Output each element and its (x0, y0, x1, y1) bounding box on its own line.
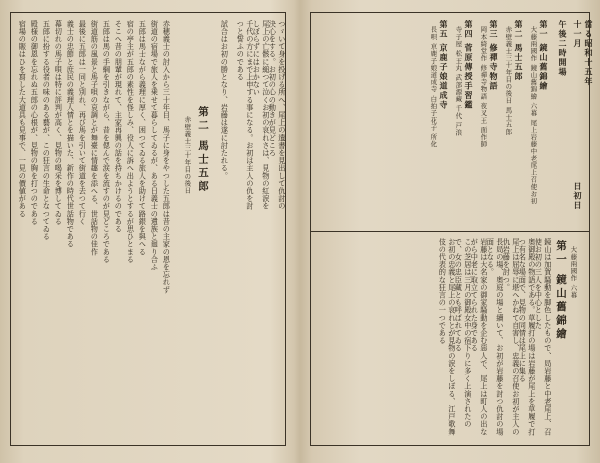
synopsis-col: つゞいて身を投げる所へ、尾上の遺書を見出して仇討の決心をする。お初の心の動きが見どころ (268, 20, 287, 210)
right-page (306, 6, 594, 456)
program-note-3: 岡本綺堂作 修禪寺物語 夜叉王 面作師 (479, 26, 488, 148)
synopsis-col: 鏡山は加賀騷動を脚色したもので、局岩藤と中老尾上、召使お初の三人を中心とした (534, 238, 553, 436)
synopsis2-col: 義士の忠節と庶民の義理人情とを描いた、新作の時代世話物である (66, 20, 76, 248)
program-item-1 (538, 20, 549, 220)
synopsis-col: 尾上は屈辱に堪へかねて自害し、忠義の召使お初が主人の仇岩藤を討つ。 (502, 238, 521, 436)
program-num: 第二 (514, 20, 524, 39)
program-title: 馬士五郎 (514, 43, 524, 82)
synopsis2-col: そこへ昔の朋輩が現れて、主家再興の話を持ちかけるのである (114, 20, 124, 233)
synopsis-col: 岩藤は大名家の御家騷動を企む惡人で、尾上は町人の出ながら中老に取立てられた身である (470, 238, 489, 436)
program-num: 第三 (489, 20, 499, 39)
program-note-4: 寺子屋 松王丸 武部源藏 千代 戸浪 (454, 26, 463, 137)
synopsis-col: お初の忠義と尾上の哀れとが見物の涙をしぼる、江戸歌舞伎の代表的な狂言の一つである (438, 238, 457, 436)
synopsis-subheading: 大藤兩國作 六幕 (569, 246, 578, 299)
synopsis2-heading: 第二 馬士五郎 (197, 106, 209, 194)
program-item-3 (488, 20, 499, 220)
program-num: 第一 (539, 20, 549, 39)
program-note-2: 赤壁義士三十年目の後日 馬士五郎 (504, 26, 513, 136)
synopsis2-col: 五郎は馬士ながら義理に厚く、困つてゐる旅人を助けて路銀を與へる (138, 20, 148, 256)
program-num: 第五 (439, 20, 449, 39)
show-time: 午後二時開場 (558, 20, 568, 77)
program-title: 鏡山舊錦繪 (539, 43, 549, 91)
program-title: 菅原傳授手習鑑 (464, 43, 474, 110)
program-item-5 (438, 20, 449, 220)
program-title: 京鹿子娘道成寺 (439, 43, 449, 110)
synopsis2-col: 殿様の御恩を忘れぬ五郎の心根が、見物の胸を打つのである (30, 20, 40, 226)
synopsis-col: この芝居は三月の御殿女中の宿下りに多く上演されたので、女の忠臣藏とも呼ばれてゐる (454, 238, 473, 428)
synopsis2-col: 赤穂義士の討入から三十年目、馬子に身をやつした五郎は昔の主家の恩を忘れず (162, 20, 172, 294)
synopsis-col: 奥御殿の物語である。草履打の場は岩藤が尾上を草履で打つ有名な場面で、見物の同情は尾上に集る (518, 238, 537, 436)
program-note-5: 長唄 京鹿子娘道成寺 白拍子花子 所化 (429, 26, 438, 148)
synopsis2-col: 宿場の賑はひを寫した大道具も見事で、一見の價値がある (18, 20, 28, 218)
left-page (6, 6, 292, 456)
synopsis2-col: 幕切れの馬子唄は特に評判が高く、見物の喝采を博してゐる (54, 20, 64, 226)
synopsis2-col: 五郎に扮する役者の味のある藝が、この狂言の生命となつてゐる (42, 20, 52, 241)
program-item-4 (463, 20, 474, 220)
synopsis2-col: 街道の宿場で旅人を乗せて暮らしてゐるが、ある日義士の遺族と廻り合ふ (150, 20, 160, 271)
header-date: 當る昭和十五年十一月 (573, 20, 594, 87)
synopsis2-col: 最後に五郎は一同と別れ、再び馬を引いて街道を去つて行く (78, 20, 88, 226)
right-page-divider (311, 231, 589, 232)
synopsis-heading: 第一 鏡山舊錦繪 (555, 240, 567, 342)
synopsis-col: 試合はお初の勝となり、岩藤は遂に討たれる。 (220, 20, 230, 180)
synopsis-col: 千代の方にまで上申する事になる。お初は主人の仇を討つと誓ふのである (236, 20, 255, 210)
program-note-1: 大藤兩國作 鏡山舊錦繪 六幕 尾上岩藤中老尾上召使お初 (529, 26, 538, 205)
program-num: 第四 (464, 20, 474, 39)
program-item-2 (513, 20, 524, 220)
synopsis2-col: 街道筋の風景と馬子唄の哀調とが舞臺に情趣を添へる、世話物の佳作 (90, 20, 100, 256)
synopsis2-col: 宿の亭主が五郎の素性を怪しみ、役人に訴へ出ようとするが思ひとまる (126, 20, 136, 264)
synopsis-col: 尾上の亡骸に縋つて泣くお初の哀れさは、見物の紅涙をしぼらずにはおかない (252, 20, 271, 210)
program-title: 修禪寺物語 (489, 43, 499, 91)
synopsis-col: 長局の場、奥庭の場と續いて、お初が岩藤を討つ仇討の場面となる。 (486, 238, 505, 436)
synopsis2-col: 五郎は馬の手綱を引きながら、昔を偲んで涙を流すのが見どころである (102, 20, 112, 264)
synopsis2-subheading: 赤壁義士三十年目の後日 (183, 116, 192, 195)
header-opening-day: 日初日 (573, 182, 583, 211)
